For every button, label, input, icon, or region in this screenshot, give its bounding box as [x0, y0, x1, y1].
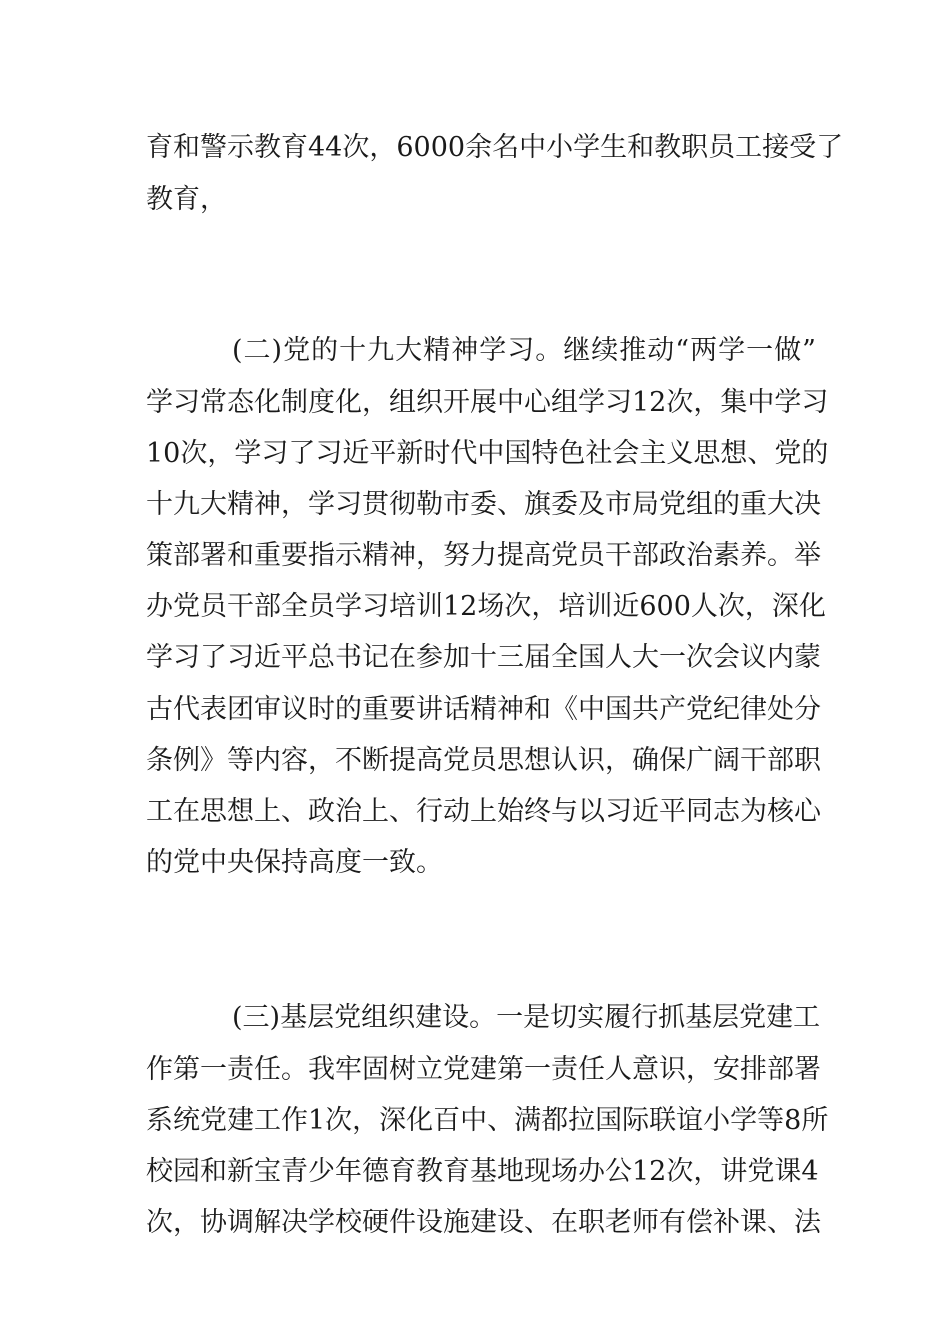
- text-line: 策部署和重要指示精神，努力提高党员干部政治素养。举: [146, 540, 821, 571]
- text-line: 的党中央保持高度一致。: [146, 847, 443, 878]
- text-line: 学习了习近平总书记在参加十三届全国人大一次会议内蒙: [146, 642, 821, 673]
- text-line: 系统党建工作1次，深化百中、满都拉国际联谊小学等8所: [146, 1105, 829, 1136]
- text-line: 作第一责任。我牢固树立党建第一责任人意识，安排部署: [146, 1054, 821, 1085]
- text-line: (二)党的十九大精神学习。继续推动“两学一做”: [232, 335, 816, 366]
- text-line: 十九大精神，学习贯彻勒市委、旗委及市局党组的重大决: [146, 489, 821, 520]
- text-line: 古代表团审议时的重要讲话精神和《中国共产党纪律处分: [146, 694, 821, 725]
- text-line: 办党员干部全员学习培训12场次，培训近600人次，深化: [146, 591, 826, 622]
- text-line: 学习常态化制度化，组织开展中心组学习12次，集中学习: [146, 387, 829, 418]
- text-line: (三)基层党组织建设。一是切实履行抓基层党建工: [232, 1002, 821, 1033]
- text-line: 10次，学习了习近平新时代中国特色社会主义思想、党的: [146, 438, 829, 469]
- text-line: 次，协调解决学校硬件设施建设、在职老师有偿补课、法: [146, 1207, 821, 1238]
- text-line: 教育，: [146, 184, 227, 215]
- text-line: 校园和新宝青少年德育教育基地现场办公12次，讲党课4: [146, 1156, 819, 1187]
- text-line: 工在思想上、政治上、行动上始终与以习近平同志为核心: [146, 796, 821, 827]
- text-line: 条例》等内容，不断提高党员思想认识，确保广阔干部职: [146, 745, 821, 776]
- text-line: 育和警示教育44次，6000余名中小学生和教职员工接受了: [146, 132, 844, 163]
